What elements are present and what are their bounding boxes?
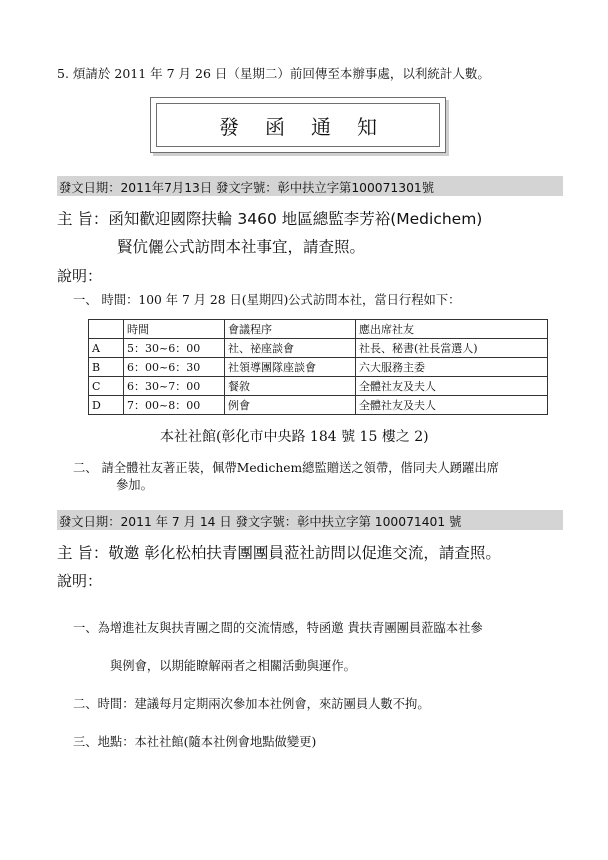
table-cell: A bbox=[89, 339, 124, 358]
notice-top-line: 5. 煩請於 2011 年 7 月 26 日（星期二）前回傳至本辦事處，以利統計人數。 bbox=[57, 66, 490, 81]
doc2-item1-line1: 一、為增進社友與扶青團之間的交流情感，特函邀 貴扶青團團員蒞臨本社參 bbox=[73, 621, 483, 635]
doc2-header-text: 發文日期：2011 年 7 月 14 日 發文字號：彰中扶立字第 100071401 號 bbox=[59, 515, 462, 529]
title-inner-frame bbox=[156, 103, 440, 147]
doc1-header-bar bbox=[57, 176, 563, 196]
doc2-item2: 二、時間：建議每月定期兩次參加本社例會，來訪團員人數不拘。 bbox=[73, 697, 430, 711]
table-cell: 6：00~6：30 bbox=[124, 358, 225, 377]
doc1-subject-line1: 主 旨：函知歡迎國際扶輪 3460 地區總監李芳裕(Medichem) bbox=[57, 210, 483, 228]
doc1-venue: 本社社館(彰化市中央路 184 號 15 樓之 2) bbox=[160, 429, 429, 445]
table-cell: 餐敘 bbox=[225, 377, 356, 396]
table-cell: 例會 bbox=[225, 396, 356, 415]
doc2-item1-line2: 與例會，以期能瞭解兩者之相關活動與運作。 bbox=[110, 659, 356, 673]
table-cell: C bbox=[89, 377, 124, 396]
doc2-item3: 三、地點：本社社館(隨本社例會地點做變更) bbox=[73, 735, 317, 749]
table-row bbox=[89, 396, 548, 415]
table-header-cell: 會議程序 bbox=[225, 320, 356, 339]
doc2-explain-label: 說明： bbox=[57, 572, 103, 590]
doc2-subject: 主 旨：敬邀 彰化松柏扶青團團員蒞社訪問以促進交流，請查照。 bbox=[57, 544, 501, 562]
table-row bbox=[89, 339, 548, 358]
doc2-header-bar bbox=[57, 510, 563, 530]
doc1-subject-line2: 賢伉儷公式訪問本社事宜，請查照。 bbox=[117, 238, 366, 256]
table-cell: 社領導團隊座談會 bbox=[225, 358, 356, 377]
table-cell: 社、祕座談會 bbox=[225, 339, 356, 358]
table-header-cell bbox=[89, 320, 124, 339]
doc1-item2-line1: 二、 請全體社友著正裝，佩帶Medichem總監贈送之領帶，偕同夫人踴躍出席 bbox=[73, 461, 499, 475]
table-row bbox=[89, 377, 548, 396]
doc1-item1: 一、 時間：100 年 7 月 28 日(星期四)公式訪問本社，當日行程如下： bbox=[73, 293, 461, 307]
doc1-header-text: 發文日期：2011年7月13日 發文字號：彰中扶立字第100071301號 bbox=[59, 181, 435, 195]
table-header-cell: 時間 bbox=[124, 320, 225, 339]
table-cell: 7：00~8：00 bbox=[124, 396, 225, 415]
table-cell: D bbox=[89, 396, 124, 415]
table-cell: B bbox=[89, 358, 124, 377]
table-cell: 6：30~7：00 bbox=[124, 377, 225, 396]
table-row bbox=[89, 358, 548, 377]
table-cell: 社長、秘書(社長當選人) bbox=[356, 339, 548, 358]
table-cell: 全體社友及夫人 bbox=[356, 396, 548, 415]
table-cell: 六大服務主委 bbox=[356, 358, 548, 377]
table-cell: 全體社友及夫人 bbox=[356, 377, 548, 396]
schedule-table bbox=[88, 319, 548, 415]
doc1-item2-line2: 參加。 bbox=[116, 478, 153, 492]
table-header-cell: 應出席社友 bbox=[356, 320, 548, 339]
table-cell: 5：30~6：00 bbox=[124, 339, 225, 358]
table-header-row bbox=[89, 320, 548, 339]
title-box bbox=[150, 97, 446, 153]
page-title: 發函通知 bbox=[219, 114, 403, 139]
doc1-explain-label: 說明： bbox=[57, 267, 103, 285]
